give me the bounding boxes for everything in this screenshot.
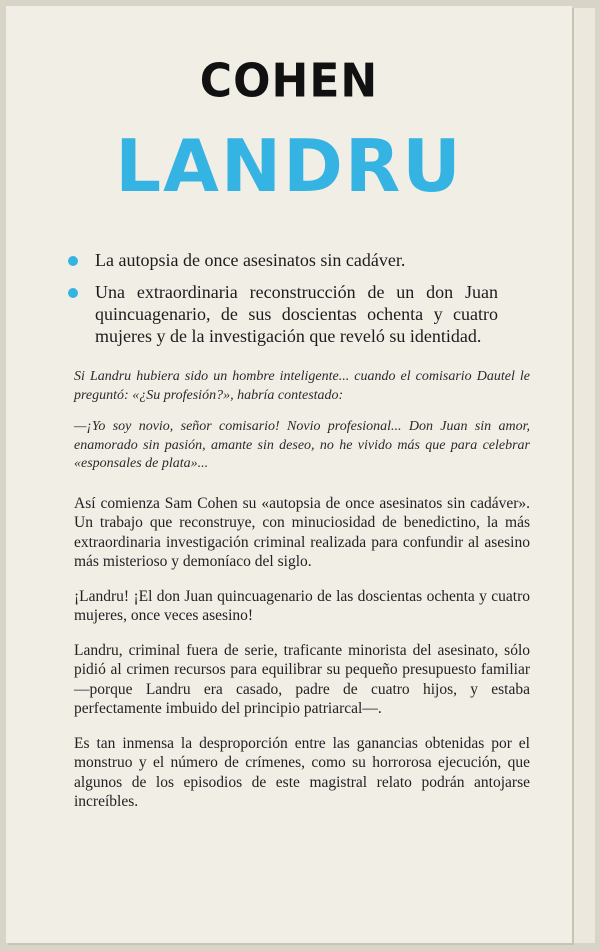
paragraph-4: Es tan inmensa la desproporción entre las ganancias obtenidas por el monstruo y el número de crímenes, como su horrorosa ejecución, que algunos de los episodios de este magistral relato podrán antojarse increíbles. xyxy=(74,734,530,810)
bullet-dot-icon xyxy=(68,256,78,266)
blurb xyxy=(74,368,530,827)
bullet-list xyxy=(68,249,498,357)
bullet-text: La autopsia de once asesinatos sin cadáver. xyxy=(95,250,406,270)
bullet-item xyxy=(68,249,498,271)
book-title: LANDRU xyxy=(115,124,463,208)
bullet-dot-icon xyxy=(68,288,78,298)
paragraph-2: ¡Landru! ¡El don Juan quincuagenario de las doscientas ochenta y cuatro mujeres, once veces asesino! xyxy=(74,587,530,624)
paragraph-1: Así comienza Sam Cohen su «autopsia de once asesinatos sin cadáver». Un trabajo que reconstruye, con minuciosidad de benedictino, la más extraordinaria investigación criminal realizada para confundir al asesino más misterioso y demoníaco del siglo. xyxy=(74,494,530,570)
paragraph-3: Landru, criminal fuera de serie, traficante minorista del asesinato, sólo pidió al crimen recursos para equilibrar su pequeño presupuesto familiar —porque Landru era casado, padre de cuatro hijos, y estaba perfectamente imbuido del principio patriarcal—. xyxy=(74,641,530,717)
page-edge xyxy=(572,8,595,943)
author-name: COHEN xyxy=(199,54,379,109)
quote-intro: Si Landru hubiera sido un hombre inteligente... cuando el comisario Dautel le preguntó: «¿Su profesión?», habría contestado: xyxy=(74,369,530,403)
bullet-item xyxy=(68,281,498,347)
bullet-text: Una extraordinaria reconstrucción de un don Juan quincuagenario, de sus doscientas ochenta y cuatro mujeres y de la investigación que reveló su identidad. xyxy=(95,282,498,346)
quote: —¡Yo soy novio, señor comisario! Novio profesional... Don Juan sin amor, enamorado sin pasión, amante sin deseo, no he vivido más que para celebrar «esponsales de plata»... xyxy=(74,419,530,471)
back-cover xyxy=(6,6,572,943)
